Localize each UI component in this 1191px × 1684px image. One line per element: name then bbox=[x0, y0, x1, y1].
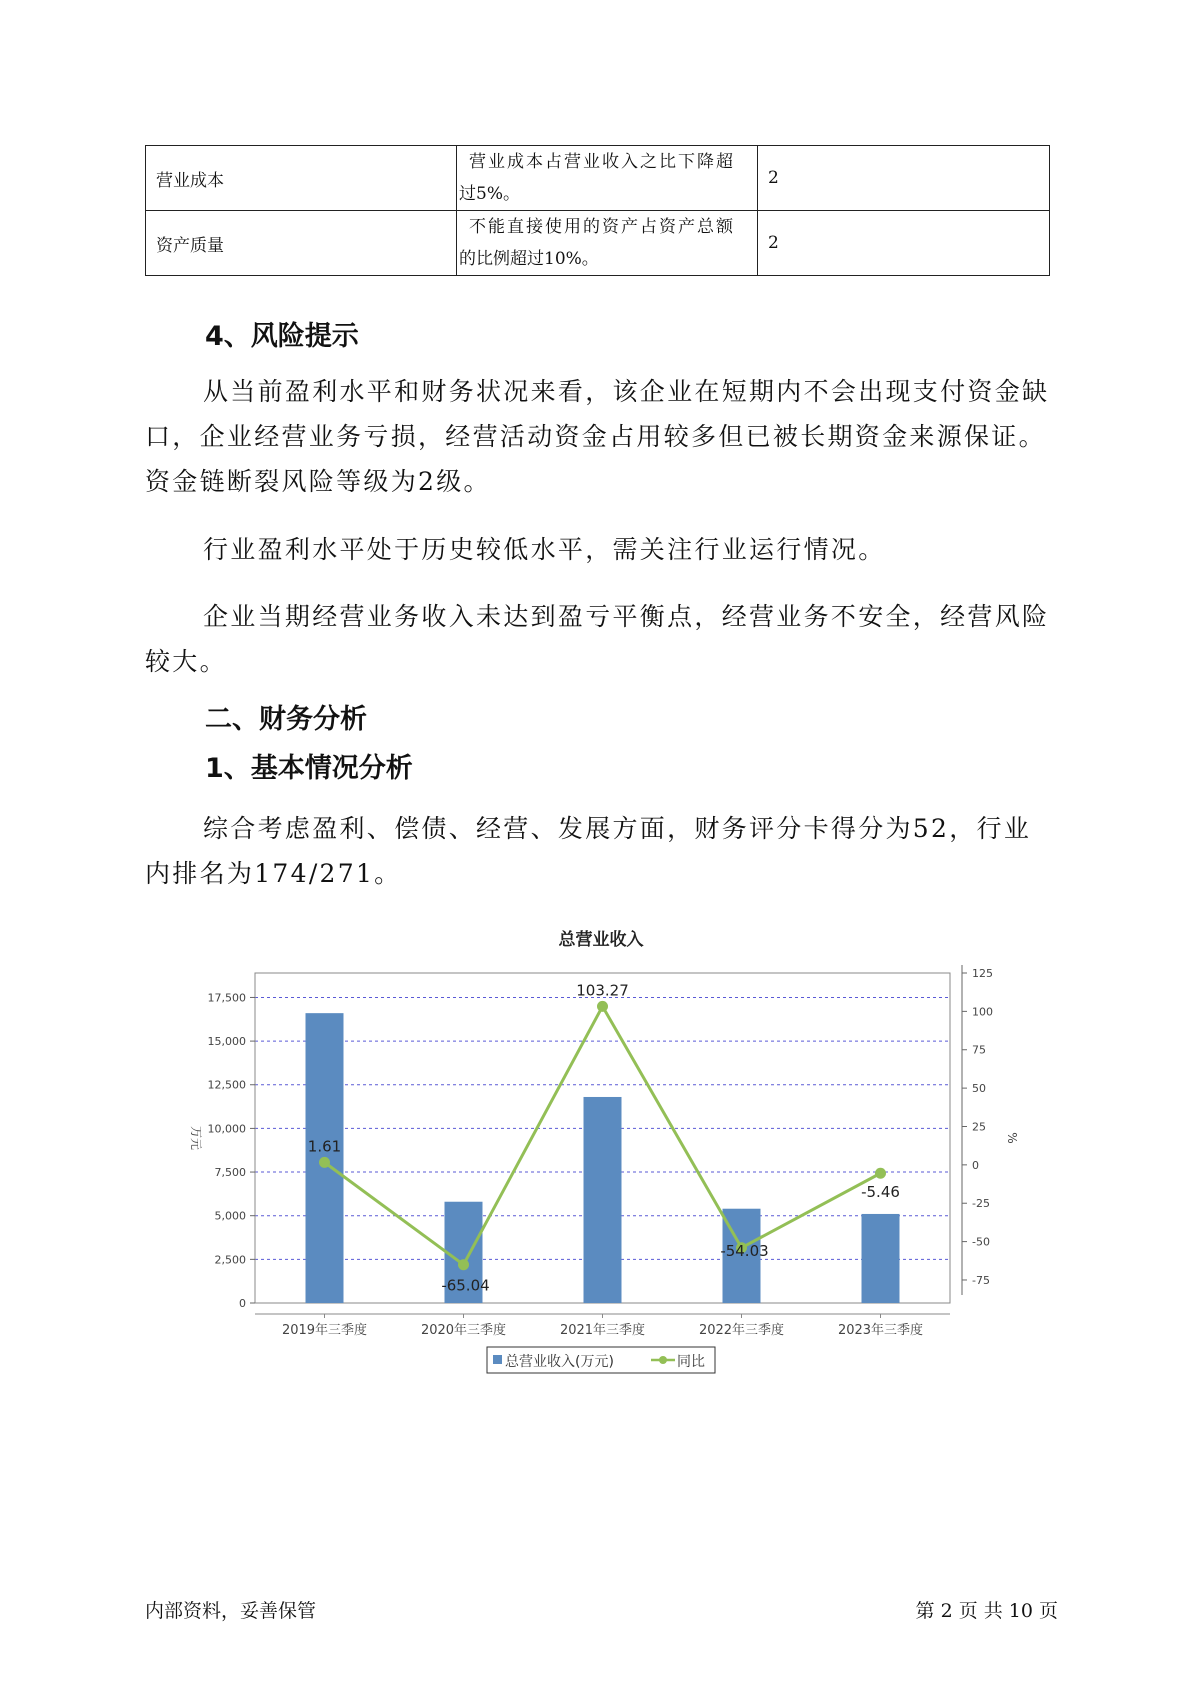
y-tick-label: 7,500 bbox=[214, 1166, 246, 1180]
risk-heading: 4、风险提示 bbox=[205, 321, 359, 352]
yoy-data-label: 103.27 bbox=[576, 981, 629, 1000]
legend-bar-label: 总营业收入(万元) bbox=[505, 1354, 614, 1370]
y-tick-label: 5,000 bbox=[214, 1209, 246, 1223]
desc-line: 的比例超过10%。 bbox=[459, 249, 599, 269]
legend bbox=[487, 1347, 715, 1373]
y-tick-label: 2,500 bbox=[214, 1253, 246, 1267]
x-tick-label: 2021年三季度 bbox=[559, 1323, 646, 1338]
x-tick-label: 2020年三季度 bbox=[420, 1323, 507, 1338]
revenue-bar bbox=[862, 1214, 900, 1303]
legend-line-label: 同比 bbox=[677, 1354, 705, 1370]
y2-tick-label: 100 bbox=[972, 1005, 993, 1019]
yoy-point bbox=[458, 1259, 469, 1270]
table-cell-item: 资产质量 bbox=[146, 211, 457, 276]
y2-tick-label: -75 bbox=[972, 1273, 990, 1287]
yoy-data-label: 1.61 bbox=[307, 1137, 342, 1156]
yoy-point bbox=[875, 1168, 886, 1179]
yoy-data-label: -65.04 bbox=[441, 1276, 490, 1295]
yoy-data-label: -5.46 bbox=[861, 1183, 900, 1202]
table-cell-score: 2 bbox=[758, 211, 1050, 276]
yoy-point bbox=[597, 1001, 608, 1012]
x-tick-label: 2019年三季度 bbox=[281, 1323, 368, 1338]
right-axis bbox=[962, 965, 993, 1295]
y2-tick-label: -50 bbox=[972, 1235, 990, 1249]
desc-line: 过5%。 bbox=[459, 184, 520, 204]
x-axis bbox=[255, 1314, 950, 1338]
y2-tick-label: 75 bbox=[972, 1043, 986, 1057]
chart-title: 总营业收入 bbox=[558, 930, 644, 950]
footer-page-number: 第 2 页 共 10 页 bbox=[915, 1600, 1058, 1622]
revenue-bar bbox=[584, 1097, 622, 1303]
risk-paragraph-2: 行业盈利水平处于历史较低水平，需关注行业运行情况。 bbox=[203, 535, 886, 564]
x-tick-label: 2023年三季度 bbox=[837, 1323, 924, 1338]
finance-subheading: 1、基本情况分析 bbox=[205, 753, 413, 784]
y2-tick-label: 125 bbox=[972, 967, 993, 980]
footer-left: 内部资料，妥善保管 bbox=[145, 1600, 317, 1622]
y-tick-label: 12,500 bbox=[207, 1078, 246, 1092]
finance-paragraph: 综合考虑盈利、偿债、经营、发展方面，财务评分卡得分为52，行业内排名为174/271。 bbox=[145, 814, 1032, 888]
left-axis bbox=[208, 991, 256, 1310]
finance-heading: 二、财务分析 bbox=[205, 704, 367, 735]
desc-line: 营业成本占营业收入之比下降超 bbox=[469, 152, 735, 172]
y-tick-label: 15,000 bbox=[207, 1035, 246, 1049]
y2-tick-label: 25 bbox=[972, 1120, 986, 1134]
x-tick-label: 2022年三季度 bbox=[698, 1323, 785, 1338]
table-cell-score: 2 bbox=[758, 146, 1050, 211]
yoy-data-label: -54.03 bbox=[720, 1241, 769, 1260]
y2-tick-label: -25 bbox=[972, 1197, 990, 1211]
desc-line: 不能直接使用的资产占资产总额 bbox=[469, 217, 735, 237]
y2-tick-label: 50 bbox=[972, 1082, 986, 1096]
y-tick-label: 0 bbox=[239, 1297, 246, 1310]
left-axis-label: 万元 bbox=[189, 1125, 203, 1151]
table-cell-item: 营业成本 bbox=[146, 146, 457, 211]
risk-paragraph-3: 企业当期经营业务收入未达到盈亏平衡点，经营业务不安全，经营风险较大。 bbox=[145, 602, 1050, 676]
y2-tick-label: 0 bbox=[972, 1158, 979, 1172]
legend-line-marker bbox=[659, 1356, 667, 1364]
risk-paragraph-1: 从当前盈利水平和财务状况来看，该企业在短期内不会出现支付资金缺口，企业经营业务亏损，经营活动资金占用较多但已被长期资金来源保证。资金链断裂风险等级为2级。 bbox=[145, 377, 1050, 496]
y-tick-label: 10,000 bbox=[207, 1122, 246, 1136]
legend-bar-swatch bbox=[493, 1355, 502, 1364]
yoy-point bbox=[319, 1157, 330, 1168]
y-tick-label: 17,500 bbox=[207, 991, 246, 1005]
right-axis-label: % bbox=[1005, 1132, 1019, 1144]
